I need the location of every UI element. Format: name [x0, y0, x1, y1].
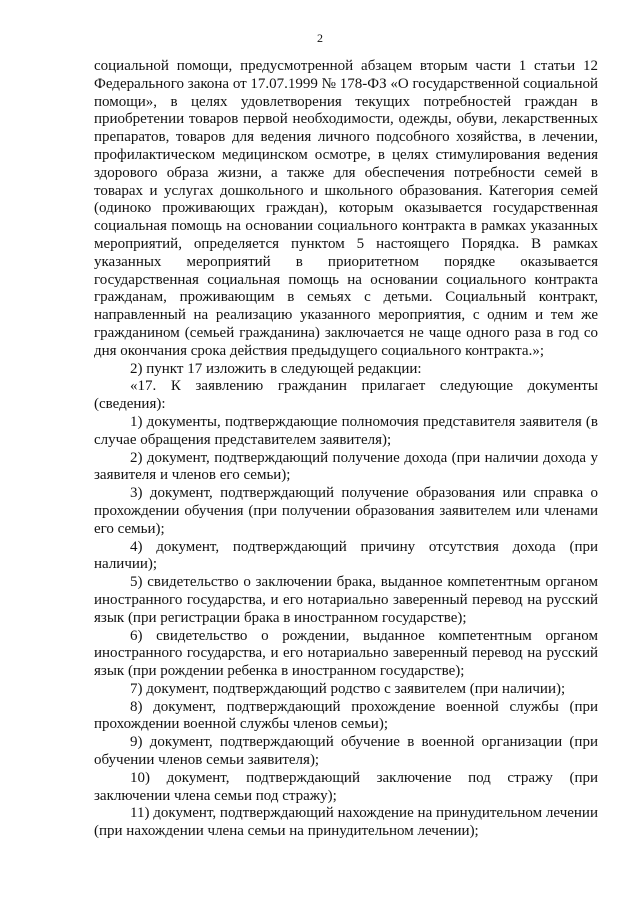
paragraph-continuation: социальной помощи, предусмотренной абзацем вторым части 1 статьи 12 Федерального закона от 17.07.1999 № 178-ФЗ «О государственной социальной помощи», в целях удовлетворения текущих потребностей граждан в приобретении товаров первой необходимости, одежды, обуви, лекарственных препаратов, товаров для ведения личного подсобного хозяйства, в лечении, профилактическом медицинском осмотре, в целях стимулирования ведения здорового образа жизни, а также для обеспечения потребности семей в товарах и услугах дошкольного и школьного образования. Категория семей (одиноко проживающих граждан), которым оказывается государственная социальная помощь на основании социального контракта в рамках указанных мероприятий, определяется пунктом 5 настоящего Порядка. В рамках указанных мероприятий в приоритетном порядке оказывается государственная социальная помощь на основании социального контракта гражданам, проживающим в семьях с детьми. Социальный контракт, направленный на реализацию указанного мероприятия, с одним и тем же гражданином (семьей гражданина) заключается не чаще одного раза в год со дня окончания срока действия предыдущего социального контракта.»;: [94, 58, 598, 359]
list-item-9: 9) документ, подтверждающий обучение в военной организации (при обучении членов семьи заявителя);: [94, 734, 598, 769]
list-item-1: 1) документы, подтверждающие полномочия представителя заявителя (в случае обращения представителем заявителя);: [94, 413, 598, 448]
list-item-7: 7) документ, подтверждающий родство с заявителем (при наличии);: [130, 680, 566, 697]
document-body: [94, 58, 598, 841]
list-item-10: 10) документ, подтверждающий заключение под стражу (при заключении члена семьи под стражу);: [94, 769, 598, 804]
list-item-5: 5) свидетельство о заключении брака, выданное компетентным органом иностранного государства, и его нотариально заверенный перевод на русский язык (при регистрации брака в иностранном государстве);: [94, 574, 598, 626]
paragraph-amendment-point-2: 2) пункт 17 изложить в следующей редакции:: [130, 360, 422, 377]
list-item-4: 4) документ, подтверждающий причину отсутствия дохода (при наличии);: [94, 538, 598, 573]
list-item-3: 3) документ, подтверждающий получение образования или справка о прохождении обучения (при получении образования заявителем или членами его семьи);: [94, 485, 598, 537]
list-item-2: 2) документ, подтверждающий получение дохода (при наличии дохода у заявителя и членов его семьи);: [94, 449, 598, 484]
list-item-11: 11) документ, подтверждающий нахождение на принудительном лечении (при нахождении члена семьи на принудительном лечении);: [94, 805, 598, 840]
page-number: 2: [317, 31, 323, 45]
paragraph-point-17-intro: «17. К заявлению гражданин прилагает следующие документы (сведения):: [94, 378, 598, 413]
list-item-8: 8) документ, подтверждающий прохождение военной службы (при прохождении военной службы членов семьи);: [94, 698, 598, 733]
list-item-6: 6) свидетельство о рождении, выданное компетентным органом иностранного государства, и его нотариально заверенный перевод на русский язык (при рождении ребенка в иностранном государстве);: [94, 627, 598, 680]
